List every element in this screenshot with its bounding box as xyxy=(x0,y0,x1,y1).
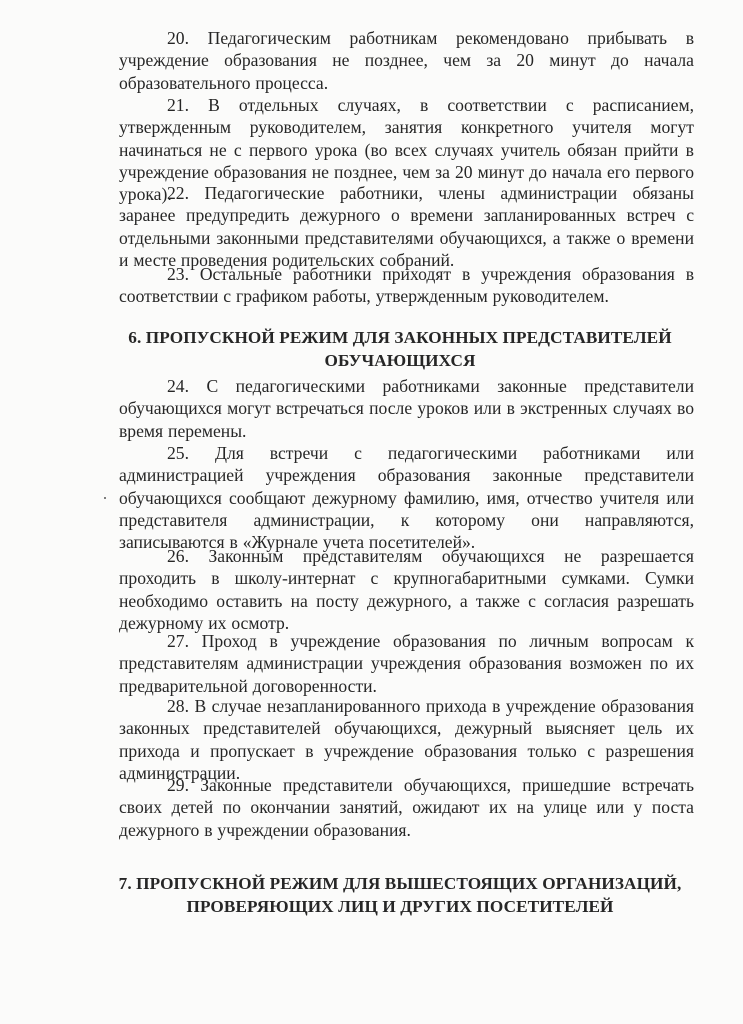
paragraph-28: 28. В случае незапланированного прихода в учреждение образования законных представителей обучающихся, дежурный выясняет цель их прихода и пропускает в учреждение образования только с разрешения администрации. xyxy=(119,696,694,783)
paragraph-27: 27. Проход в учреждение образования по личным вопросам к представителям администрации учреждения образования возможен по их предварительной договоренности. xyxy=(119,631,694,696)
section-7-heading-line-2: ПРОВЕРЯЮЩИХ ЛИЦ И ДРУГИХ ПОСЕТИТЕЛЕЙ xyxy=(186,896,614,916)
paragraph-25: 25. Для встречи с педагогическими работниками или администрацией учреждения образования законные представители обучающихся сообщают дежурному фамилию, имя, отчество учителя или представителя администрации, к которому они направляются, записываются в «Журнале учета посетителей». xyxy=(119,443,694,553)
paragraph-24: 24. С педагогическими работниками законные представители обучающихся могут встречаться после уроков или в экстренных случаях во время перемены. xyxy=(119,376,694,441)
scan-speck xyxy=(104,497,106,499)
paragraph-21: 21. В отдельных случаях, в соответствии с расписанием, утвержденным руководителем, занятия конкретного учителя могут начинаться не с первого урока (во всех случаях учитель обязан прийти в учреждение образования не позднее, чем за 20 минут до начала его первого урока). xyxy=(119,95,694,205)
paragraph-29: 29. Законные представители обучающихся, пришедшие встречать своих детей по окончании занятий, ожидают их на улице или у поста дежурного в учреждении образования. xyxy=(119,775,694,840)
paragraph-20: 20. Педагогическим работникам рекомендовано прибывать в учреждение образования не позднее, чем за 20 минут до начала образовательного процесса. xyxy=(119,28,694,93)
section-6-heading xyxy=(100,327,700,372)
paragraph-23: 23. Остальные работники приходят в учреждения образования в соответствии с графиком работы, утвержденным руководителем. xyxy=(119,264,694,307)
section-7-heading xyxy=(100,873,700,918)
section-6-heading-line-2: ОБУЧАЮЩИХСЯ xyxy=(324,350,476,370)
section-7-heading-line-1: 7. ПРОПУСКНОЙ РЕЖИМ ДЛЯ ВЫШЕСТОЯЩИХ ОРГАНИЗАЦИЙ, xyxy=(118,874,682,893)
paragraph-22: 22. Педагогические работники, члены администрации обязаны заранее предупредить дежурного о времени запланированных встреч с отдельными законными представителями обучающихся, а также о времени и месте проведения родительских собраний. xyxy=(119,183,694,270)
paragraph-26: 26. Законным представителям обучающихся не разрешается проходить в школу-интернат с крупногабаритными сумками. Сумки необходимо оставить на посту дежурного, а также с согласия разрешать дежурному их осмотр. xyxy=(119,546,694,633)
section-6-heading-line-1: 6. ПРОПУСКНОЙ РЕЖИМ ДЛЯ ЗАКОННЫХ ПРЕДСТАВИТЕЛЕЙ xyxy=(128,328,672,347)
